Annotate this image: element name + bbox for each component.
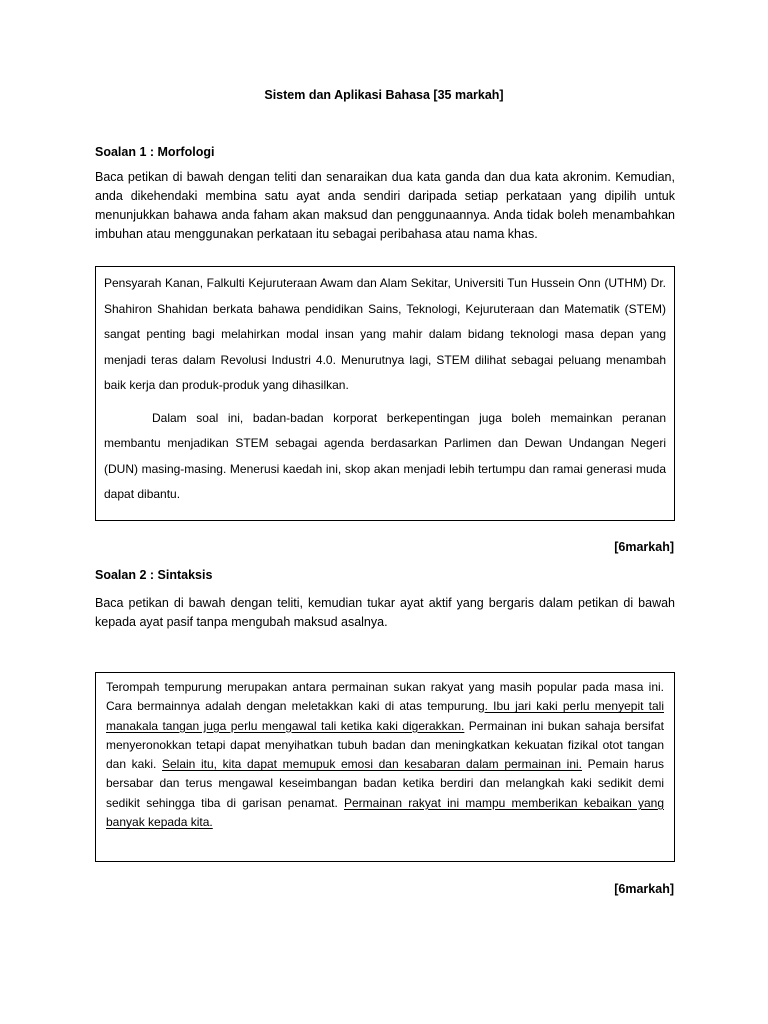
underlined-sentence-3: Permainan rakyat ini mampu memberikan kebaikan yang banyak kepada kita. xyxy=(106,795,665,830)
q2-passage-box xyxy=(95,672,675,862)
page-title: Sistem dan Aplikasi Bahasa [35 markah] xyxy=(264,88,504,102)
q1-instruction: Baca petikan di bawah dengan teliti dan senaraikan dua kata ganda dan dua kata akronim. Kemudian, anda dikehendaki membina satu ayat anda sendiri daripada setiap perkataan yang dipilih untuk menunjukkan bahawa anda faham akan maksud dan penggunaannya. Anda tidak boleh menambahkan imbuhan atau menggunakan perkataan itu sebagai peribahasa atau nama khas. xyxy=(95,170,675,241)
underlined-sentence-2: Selain itu, kita dapat memupuk emosi dan kesabaran dalam permainan ini. xyxy=(162,757,583,772)
passage-text-3: Pemain harus bersabar dan terus mengawal keseimbangan badan ketika berdiri dan melangkah kaki sedikit demi sedikit sehingga tiba di garisan penamat. xyxy=(106,757,665,810)
q1-marks: [6markah] xyxy=(614,540,674,554)
q2-instruction: Baca petikan di bawah dengan teliti, kemudian tukar ayat aktif yang bergaris dalam petikan di bawah kepada ayat pasif tanpa mengubah maksud asalnya. xyxy=(95,596,675,629)
q1-passage-paragraph-1: Pensyarah Kanan, Falkulti Kejuruteraan Awam dan Alam Sekitar, Universiti Tun Hussein Onn (UTHM) Dr. Shahiron Shahidan berkata bahawa pendidikan Sains, Teknologi, Kejuruteraan dan Matematik (STEM) sangat penting bagi melahirkan modal insan yang mahir dalam bidang teknologi masa depan yang menjadi teras dalam Revolusi Industri 4.0. Menurutnya lagi, STEM dilihat sebagai peluang menambah baik kerja dan produk-produk yang dihasilkan. xyxy=(104,276,666,392)
q2-heading: Soalan 2 : Sintaksis xyxy=(95,568,213,582)
q1-passage-paragraph-2: Dalam soal ini, badan-badan korporat berkepentingan juga boleh memainkan peranan membantu menjadikan STEM sebagai agenda berdasarkan Parlimen dan Dewan Undangan Negeri (DUN) masing-masing. Menerusi kaedah ini, skop akan menjadi lebih tertumpu dan ramai generasi muda dapat dibantu. xyxy=(104,410,666,501)
passage-text-1: Terompah tempurung merupakan antara permainan sukan rakyat yang masih popular pada masa ini. Cara bermainnya adalah dengan meletakkan kaki di atas tempurung xyxy=(106,680,664,714)
q1-heading: Soalan 1 : Morfologi xyxy=(95,145,215,159)
passage-text-2: Permainan ini bukan sahaja bersifat menyeronokkan tetapi dapat menyihatkan tubuh badan dan meningkatkan kekuatan fizikal otot tangan dan kaki. xyxy=(106,718,664,772)
q2-passage xyxy=(106,678,664,832)
q1-passage-box xyxy=(95,266,675,521)
q2-marks: [6markah] xyxy=(614,882,674,896)
underlined-sentence-1: . Ibu jari kaki perlu menyepit tali manakala tangan juga perlu mengawal tali ketika kaki digerakkan. xyxy=(106,699,664,733)
